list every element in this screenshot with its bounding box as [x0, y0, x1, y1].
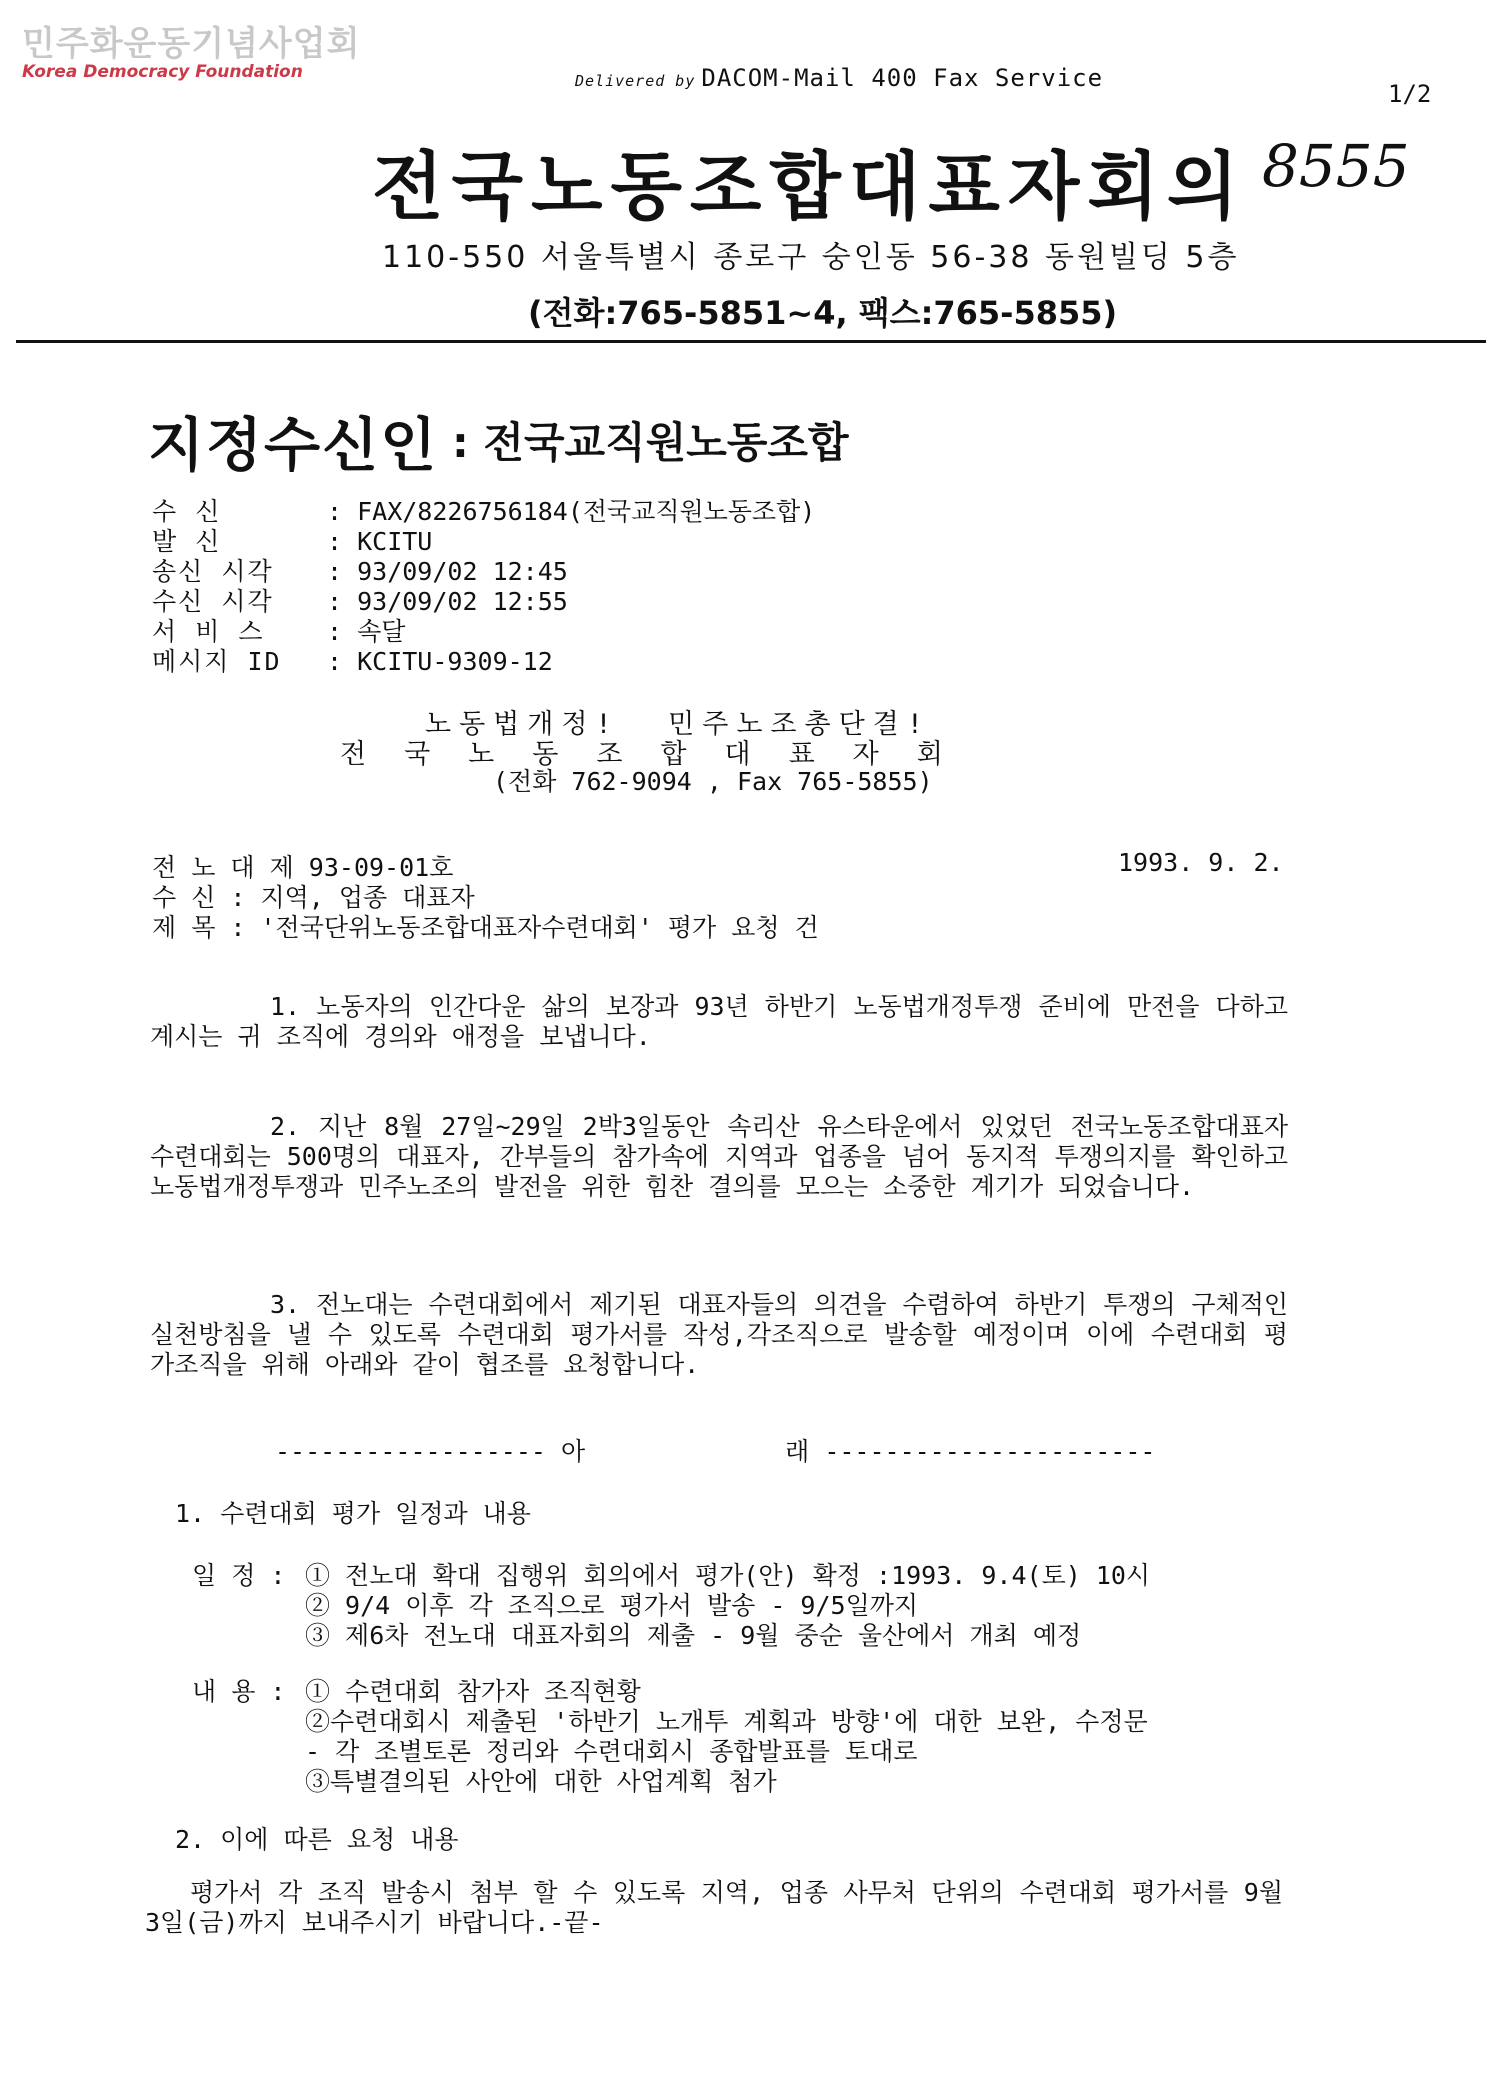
- content-item-2: ②수련대회시 제출된 '하반기 노개투 계획과 방향'에 대한 보완, 수정문: [305, 1707, 1148, 1736]
- schedule-label: 일 정 :: [192, 1561, 286, 1590]
- paragraph-text: 3. 전노대는 수련대회에서 제기된 대표자들의 의견을 수렴하여 하반기 투쟁의 구체적인 실천방침을 낼 수 있도록 수련대회 평가서를 작성,각조직으로 발송할 예정이며 이에 수련대회 평가조직을 위해 아래와 같이 협조를 요청합니다.: [150, 1290, 1288, 1379]
- header-field-value: : KCITU-9309-12: [327, 647, 553, 676]
- header-field-label: 수신 시각: [152, 587, 274, 616]
- delivered-prefix: Delivered by: [575, 72, 696, 90]
- content-item-1: ① 수련대회 참가자 조직현황: [305, 1677, 641, 1706]
- schedule-item-2: ② 9/4 이후 각 조직으로 평가서 발송 - 9/5일까지: [305, 1591, 919, 1620]
- fax-service-line: [575, 64, 1103, 92]
- body-paragraph-2: [150, 1112, 1288, 1202]
- paragraph-text: 2. 지난 8월 27일~29일 2박3일동안 속리산 유스타운에서 있었던 전국노동조합대표자수련대회는 500명의 대표자, 간부들의 참가속에 지역과 업종을 넘어 동지적 투쟁의지를 확인하고 노동법개정투쟁과 민주노조의 발전을 위한 힘찬 결의를 모으는 소중한 계기가 되었습니다.: [150, 1112, 1288, 1201]
- paragraph-text: 평가서 각 조직 발송시 첨부 할 수 있도록 지역, 업종 사무처 단위의 수련대회 평가서를 9월 3일(금)까지 보내주시기 바랍니다.-끝-: [145, 1878, 1283, 1937]
- page-number: 1/2: [1388, 80, 1432, 108]
- header-field-label: 서 비 스: [152, 617, 265, 646]
- designated-recipient-name: : 전국교직원노동조합: [452, 418, 849, 467]
- header-field-label: 수 신: [152, 497, 222, 526]
- section1-title: 1. 수련대회 평가 일정과 내용: [175, 1499, 531, 1528]
- section2-title: 2. 이에 따른 요청 내용: [175, 1825, 459, 1854]
- header-field-label: 발 신: [152, 527, 222, 556]
- header-field-label: 메시지 ID: [152, 647, 282, 676]
- divider-right: 래 ----------------------: [785, 1437, 1156, 1466]
- document-recipient: 수 신 : 지역, 업종 대표자: [152, 883, 475, 912]
- header-field-value: : 속달: [327, 617, 406, 646]
- schedule-item-3: ③ 제6차 전노대 대표자회의 제출 - 9월 중순 울산에서 개최 예정: [305, 1621, 1082, 1650]
- body-paragraph-1: [150, 992, 1288, 1052]
- sender-contact: (전화 762-9094 , Fax 765-5855): [493, 767, 933, 796]
- header-field-value: : 93/09/02 12:45: [327, 557, 568, 586]
- content-item-3: ③특별결의된 사안에 대한 사업계획 첨가: [305, 1767, 777, 1796]
- document-date: 1993. 9. 2.: [1118, 848, 1284, 877]
- header-field-value: : 93/09/02 12:55: [327, 587, 568, 616]
- designated-recipient-label: 지정수신인: [148, 411, 439, 479]
- schedule-item-1: ① 전노대 확대 집행위 회의에서 평가(안) 확정 :1993. 9.4(토) 10시: [305, 1561, 1151, 1590]
- section2-body: [145, 1878, 1283, 1938]
- section-divider: [275, 1432, 1155, 1468]
- watermark-english: Korea Democracy Foundation: [22, 62, 303, 82]
- paragraph-text: 1. 노동자의 인간다운 삶의 보장과 93년 하반기 노동법개정투쟁 준비에 만전을 다하고 계시는 귀 조직에 경의와 애정을 보냅니다.: [150, 992, 1288, 1051]
- content-label: 내 용 :: [192, 1677, 286, 1706]
- document-subject: 제 목 : '전국단위노동조합대표자수련대회' 평가 요청 건: [152, 913, 819, 942]
- letterhead-divider: [16, 340, 1486, 343]
- delivered-service: DACOM-Mail 400 Fax Service: [701, 64, 1104, 92]
- letterhead-address: 110-550 서울특별시 종로구 숭인동 56-38 동원빌딩 5층: [382, 240, 1240, 275]
- letterhead-org-name: 전국노동조합대표자회의: [372, 144, 1247, 230]
- header-field-label: 송신 시각: [152, 557, 274, 586]
- sender-slogan: 노동법개정! 민주노조총단결!: [425, 709, 932, 740]
- document-number: 전 노 대 제 93-09-01호: [152, 853, 454, 882]
- letterhead-phone-fax: (전화:765-5851~4, 팩스:765-5855): [528, 294, 1118, 332]
- handwritten-number: 8555: [1262, 132, 1410, 200]
- body-paragraph-3: [150, 1290, 1288, 1380]
- watermark-korean: 민주화운동기념사업회: [22, 24, 361, 64]
- content-item-2-note: - 각 조별토론 정리와 수련대회시 종합발표를 토대로: [305, 1737, 918, 1766]
- header-field-value: : KCITU: [327, 527, 433, 556]
- sender-org: 전국노동조합대표자회: [340, 739, 981, 770]
- divider-left: ------------------ 아: [275, 1437, 586, 1466]
- header-field-value: : FAX/8226756184(전국교직원노동조합): [327, 497, 816, 526]
- header-field-message-id: [152, 642, 553, 678]
